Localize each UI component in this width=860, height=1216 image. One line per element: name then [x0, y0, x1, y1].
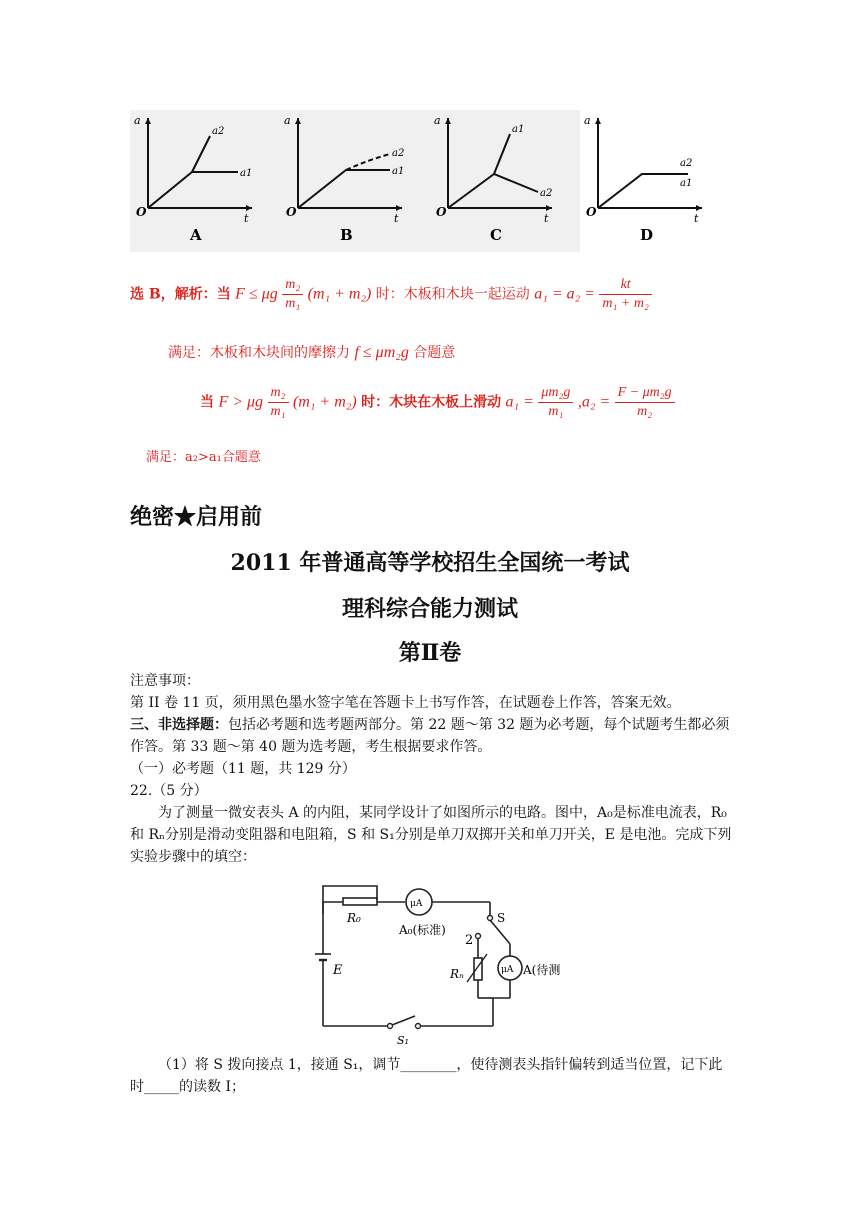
answer-line-2 [168, 342, 455, 362]
rn-label: Rₙ [450, 967, 464, 981]
x-axis-label: t [394, 212, 399, 225]
notes-para: 第 II 卷 11 页，须用黑色墨水签字笔在答题卡上书写作答，在试题卷上作答，答案无效。 [130, 695, 681, 711]
condition-rhs: (m₁ + m₂) [292, 393, 357, 411]
circuit-diagram [295, 878, 565, 1047]
fraction: $\frac{kt}{\text{m₁ + m₂}}$ [599, 276, 651, 313]
origin-label: O [136, 205, 147, 219]
curve-label: a1 [392, 166, 405, 177]
equation-lhs: a₁ = a₂ = [534, 285, 595, 303]
x-axis-label: t [694, 212, 699, 225]
point-2-label: 2 [465, 933, 474, 948]
graph-d [580, 110, 730, 252]
fraction: $\frac{\text{m₂}}{\text{m₁}}$ [282, 276, 303, 313]
curve-label: a1 [240, 168, 253, 179]
curve-label: a2 [392, 148, 405, 159]
y-axis-label: a [584, 114, 591, 127]
a-label: A(待测 [523, 963, 561, 977]
graph-b [284, 114, 404, 244]
origin-label: O [586, 205, 597, 219]
answer-text: 时：木块在木板上滑动 [361, 394, 502, 411]
a0-meter-symbol: μA [410, 899, 423, 909]
condition-lhs: F > μg [218, 393, 264, 411]
s-label: S [497, 911, 506, 925]
notes-heading: 注意事项： [130, 673, 200, 689]
condition-lhs: F ≤ μg [235, 285, 278, 303]
step-1: （1）将 S 拨向接点 1，接通 S₁，调节________，使待测表头指针偏转到适当位置，记下此时_____的读数 I； [130, 1057, 723, 1095]
answer-text: 满足：木板和木块间的摩擦力 [168, 345, 350, 361]
a-meter-symbol: μA [501, 965, 514, 975]
curve-label: a1 [512, 124, 525, 135]
notes-section [130, 670, 735, 868]
notes-para: （一）必考题（11 题，共 129 分） [130, 761, 356, 777]
answer-options-figure [130, 110, 730, 252]
equation-lhs: a₁ = [505, 393, 534, 411]
equation-lhs: ,a₂ = [577, 393, 611, 411]
r0-label: R₀ [347, 911, 361, 925]
answer-text: 当 [200, 394, 214, 411]
circuit-svg [295, 878, 565, 1047]
y-axis-label: a [284, 114, 291, 127]
fraction: $\frac{\text{F − μm₂g}}{\text{m₂}}$ [615, 384, 675, 421]
option-label: D [640, 226, 654, 244]
origin-label: O [286, 205, 297, 219]
fraction: $\frac{\text{μm₂g}}{\text{m₁}}$ [538, 384, 573, 421]
exam-title: 2011 年普通高等学校招生全国统一考试 [230, 550, 630, 576]
s1-label: S₁ [397, 1034, 409, 1047]
answer-text: 时：木板和木块一起运动 [375, 286, 530, 303]
answer-text: 合题意 [413, 345, 456, 361]
exam-subtitle: 理科综合能力测试 [341, 596, 518, 622]
secret-label: 绝密★启用前 [130, 504, 263, 530]
answer-prefix: 选 B，解析：当 [130, 286, 231, 303]
curve-label: a1 [680, 178, 693, 189]
question-body: 为了测量一微安表头 A 的内阻，某同学设计了如图所示的电路。图中，A₀是标准电流表，R₀和 Rₙ分别是滑动变阻器和电阻箱，S 和 S₁分别是单刀双掷开关和单刀开关，E 是电池。完成下列实验步骤中的填空： [130, 805, 732, 865]
graphs-svg [130, 110, 730, 252]
curve-label: a2 [680, 158, 693, 169]
option-label: C [490, 226, 502, 244]
question-number: 22.（5 分） [130, 783, 208, 799]
curve-label: a2 [212, 126, 225, 137]
answer-line-4: 满足：a₂>a₁合题意 [146, 450, 261, 465]
y-axis-label: a [134, 114, 141, 127]
notes-para: 三、非选择题：包括必考题和选考题两部分。第 22 题～第 32 题为必考题，每个试题考生都必须作答。第 33 题～第 40 题为选考题，考生根据要求作答。 [130, 717, 730, 755]
a0-label: A₀(标准) [399, 923, 446, 937]
x-axis-label: t [544, 212, 549, 225]
e-label: E [333, 963, 343, 978]
graph-a [134, 114, 252, 244]
curve-label: a2 [540, 188, 553, 199]
option-label: A [190, 226, 202, 244]
volume-title: 第Ⅱ卷 [398, 640, 462, 666]
answer-line-1 [130, 276, 750, 313]
condition-rhs: (m₁ + m₂) [307, 285, 372, 303]
answer-math: f ≤ μm₂g [354, 344, 409, 361]
y-axis-label: a [434, 114, 441, 127]
answer-line-3 [200, 384, 675, 421]
option-label: B [340, 226, 353, 244]
graph-c [434, 114, 552, 244]
fraction: $\frac{\text{m₂}}{\text{m₁}}$ [268, 384, 289, 421]
origin-label: O [436, 205, 447, 219]
x-axis-label: t [244, 212, 249, 225]
